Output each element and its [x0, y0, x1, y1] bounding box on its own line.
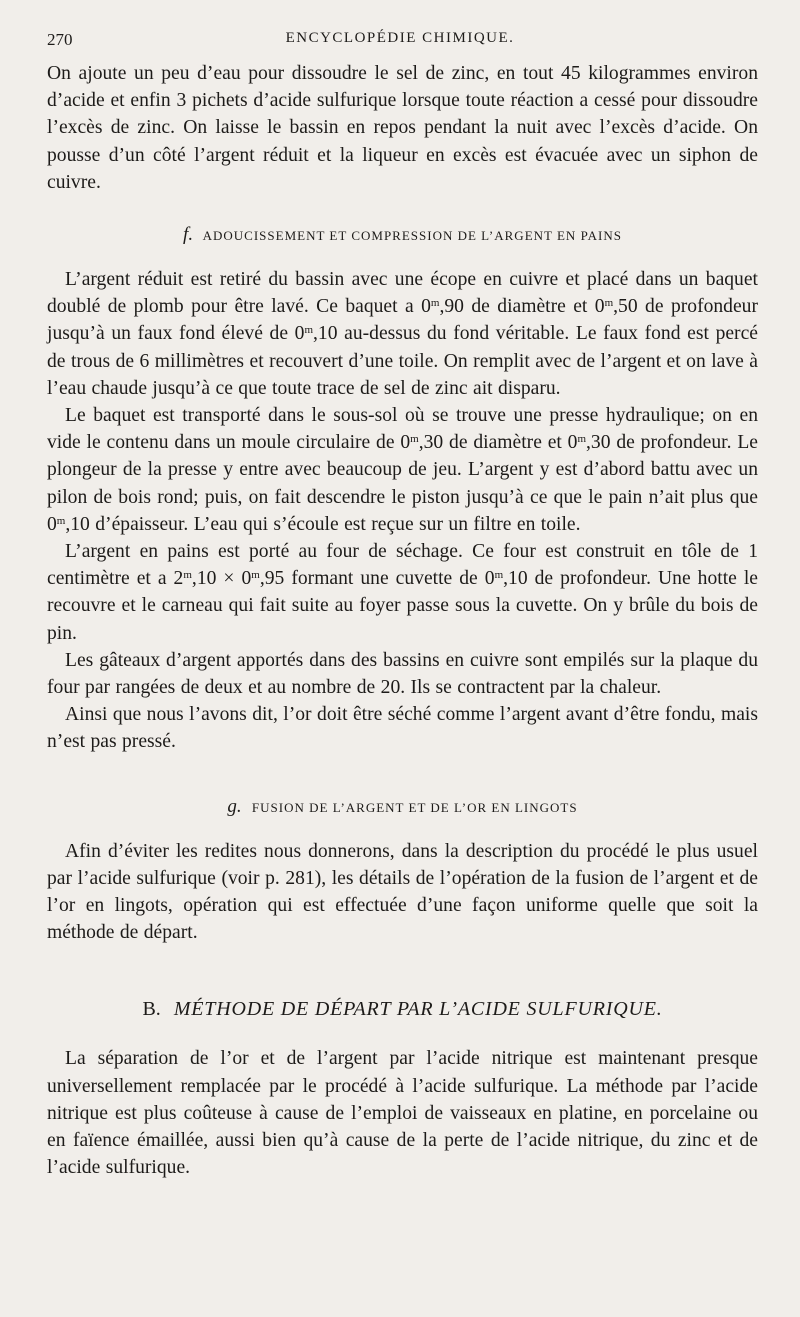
paragraph-gold-drying: Ainsi que nous l’avons dit, l’or doit être séché comme l’argent avant d’être fondu, mais n’est pas pressé.: [47, 704, 758, 753]
paragraph-drying-oven: L’argent en pains est porté au four de séchage. Ce four est construit en tôle de 1 centimètre et a $2^m,10 \times 0^m,95$ formant une cuvette de 0$^m$,10 de profondeur. Une hotte le recouvre et le carneau qui fait suite au foyer passe sous la cuvette. On y brûle du bois de pin.: [47, 541, 758, 644]
running-head: [47, 30, 753, 56]
section-heading-f: [47, 224, 758, 246]
section-title-g: FUSION DE L’ARGENT ET DE L’OR EN LINGOTS: [251, 799, 578, 815]
running-title: ENCYCLOPÉDIE CHIMIQUE.: [285, 30, 515, 46]
paragraph-zinc-dissolution: On ajoute un peu d’eau pour dissoudre le sel de zinc, en tout 45 kilogrammes environ d’acide et enfin 3 pichets d’acide sulfurique lorsque toute réaction a cessé pour dissoudre l’excès de zinc. On laisse le bassin en repos pendant la nuit avec l’excès d’acide. On pousse d’un côté l’argent réduit et la liqueur en excès est évacuée avec un siphon de cuivre.: [47, 63, 758, 193]
section-letter-f: f.: [183, 224, 194, 246]
section-letter-g: g.: [227, 795, 242, 817]
section-heading-g: [47, 796, 758, 818]
page-body: [47, 60, 758, 1182]
chapter-heading-b: [47, 998, 758, 1021]
paragraph-ingot-fusion: Afin d’éviter les redites nous donnerons, dans la description du procédé le plus usuel par l’acide sulfurique (voir p. 281), les détails de l’opération de la fusion de l’argent et de l’or en lingots, opération qui est effectuée d’une façon uniforme quelle que soit la méthode de départ.: [47, 840, 758, 944]
paragraph-press: Le baquet est transporté dans le sous-sol où se trouve une presse hydraulique; on en vide le contenu dans un moule circulaire de 0$^m$,30 de diamètre et 0$^m$,30 de profondeur. Le plongeur de la presse y entre avec beaucoup de jeu. L’argent y est d’abord battu avec un pilon de bois rond; puis, on fait descendre le piston jusqu’à ce que le pain n’ait plus que 0$^m$,10 d’épaisseur. L’eau qui s’écoule est reçue sur un filtre en toile.: [47, 405, 759, 535]
paragraph-washing: L’argent réduit est retiré du bassin avec une écope en cuivre et placé dans un baquet doublé de plomb pour être lavé. Ce baquet a 0$^m$,90 de diamètre et 0$^m$,50 de profondeur jusqu’à un faux fond élevé de 0$^m$,10 au-dessus du fond véritable. Le faux fond est percé de trous de 6 millimètres et recouvert d’une toile. On remplit avec de l’argent et on lave à l’eau chaude jusqu’à ce que toute trace de sel de zinc ait disparu.: [47, 269, 759, 399]
paragraph-silver-cakes: Les gâteaux d’argent apportés dans des bassins en cuivre sont empilés sur la plaque du four par rangées de deux et au nombre de 20. Ils se contractent par la chaleur.: [47, 649, 758, 699]
chapter-title-b: MÉTHODE DE DÉPART PAR L’ACIDE SULFURIQUE.: [173, 998, 663, 1021]
page-number: 270: [47, 30, 73, 49]
section-title-f: ADOUCISSEMENT ET COMPRESSION DE L’ARGENT EN PAINS: [202, 228, 622, 244]
paragraph-sulfuric-method: La séparation de l’or et de l’argent par l’acide nitrique est maintenant presque universellement remplacée par le procédé à l’acide sulfurique. La méthode par l’acide nitrique est plus coûteuse à cause de l’emploi de vaisseaux en platine, en porcelaine ou en faïence émaillée, aussi bien qu’à cause de la perte de l’acide nitrique, du zinc et de l’acide sulfurique.: [47, 1048, 758, 1179]
chapter-letter-b: B.: [142, 998, 161, 1021]
